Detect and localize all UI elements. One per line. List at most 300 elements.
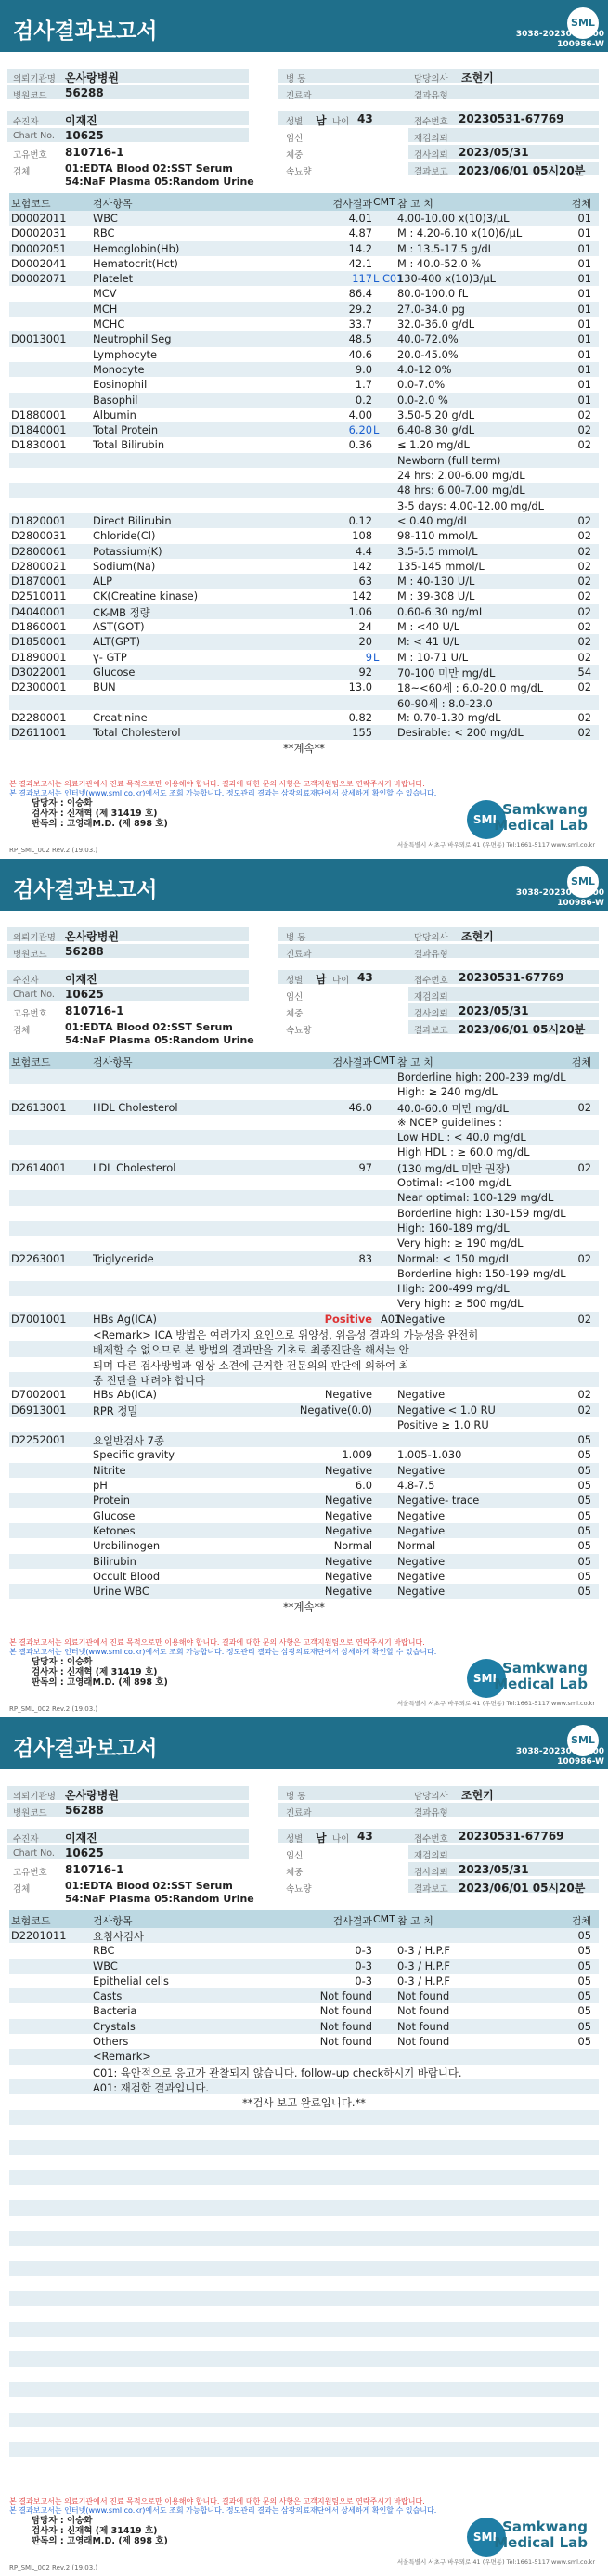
table-row: [9, 665, 599, 680]
header-code-line: 3038-20230001-00: [515, 1747, 604, 1756]
row-reference: 0-3 / H.P.F: [397, 1974, 450, 1987]
row-code: D1840001: [11, 423, 67, 437]
row-code: D1860001: [11, 620, 67, 634]
row-item: Protein: [93, 1494, 130, 1508]
footer-note: 본 결과보고서는 의료기관에서 진료 목적으로만 이용해야 합니다. 결과에 대한 문의 사항은 고객지원팀으로 연락주시기 바랍니다.: [9, 2497, 425, 2505]
table-row: [9, 1508, 599, 1523]
row-code: D1890001: [11, 650, 67, 664]
row-item: CK(Creatine kinase): [93, 589, 199, 603]
row-item: Albumin: [93, 408, 136, 421]
table-row: [9, 695, 599, 710]
row-result: 92: [358, 665, 372, 679]
table-row: [9, 2291, 599, 2306]
row-reference: 60-90세 : 8.0-23.0: [397, 696, 493, 710]
row-result: 108: [352, 529, 372, 543]
row-item: <Remark>: [93, 2050, 151, 2064]
header-cmt: CMT: [373, 1913, 395, 1925]
table-row: [9, 1084, 599, 1099]
row-specimen: 05: [577, 1494, 591, 1508]
table-row: [9, 1296, 599, 1311]
row-result: 9.0: [355, 362, 372, 376]
row-specimen: 01: [577, 302, 591, 316]
specimen-label: 검체: [13, 167, 31, 177]
lab-logo-icon: SML: [467, 1659, 506, 1698]
report-title: 검사결과보고서: [13, 878, 158, 902]
row-reference: 18~<60세 : 6.0-20.0 mg/dL: [397, 681, 544, 695]
row-item: MCH: [93, 302, 118, 316]
row-reference: M : 4.20-6.10 x(10)6/μL: [397, 227, 523, 240]
signature-line: 검사자 : 신재혁 (제 31419 호): [32, 809, 158, 819]
report-header: [0, 0, 608, 52]
dept-label: 진료과: [286, 1808, 312, 1819]
specimen-value: 01:EDTA Blood 02:SST Serum: [65, 1880, 233, 1892]
row-item: Others: [93, 2035, 129, 2049]
row-specimen: 01: [577, 287, 591, 301]
report-header: [0, 859, 608, 911]
header-item: 검사항목: [93, 1915, 133, 1927]
table-row: [9, 2306, 599, 2321]
table-row: [9, 1221, 599, 1236]
row-reference: 3.5-5.5 mmol/L: [397, 544, 478, 558]
row-item: Neutrophil Seg: [93, 332, 172, 346]
row-cmt: A01: [381, 1312, 402, 1326]
urine-label: 속뇨량: [286, 1884, 312, 1895]
row-item: γ- GTP: [93, 650, 127, 664]
row-reference: 27.0-34.0 pg: [397, 302, 465, 316]
lab-address: 서울특별시 서초구 바우뫼로 41 (우면동) Tel:1661-5117 www.sml.co.kr: [396, 841, 595, 848]
table-header: [9, 1910, 599, 1928]
row-reference: 6.40-8.30 g/dL: [397, 423, 475, 437]
sex-value: 남: [316, 973, 327, 986]
pregnancy-label: 임신: [286, 134, 304, 144]
row-note: **계속**: [283, 742, 325, 756]
table-row: [9, 1160, 599, 1175]
table-row: [9, 2034, 599, 2049]
row-specimen: 02: [577, 1251, 591, 1265]
id-value: 810716-1: [65, 1004, 124, 1017]
row-reference: 3-5 days: 4.00-12.00 mg/dL: [397, 498, 545, 512]
table-row: [9, 544, 599, 559]
row-specimen: 02: [577, 1403, 591, 1417]
row-result: Negative: [324, 1554, 372, 1568]
chart-label: Chart No.: [13, 1848, 55, 1858]
table-row: [9, 1190, 599, 1205]
row-result: Negative: [324, 1463, 372, 1477]
table-row: [9, 1523, 599, 1538]
row-result: 24: [358, 620, 372, 634]
table-row: [9, 1447, 599, 1462]
row-specimen: 01: [577, 347, 591, 361]
info-row-bg: [7, 970, 249, 984]
table-row: [9, 574, 599, 589]
specimen-label: 검체: [13, 1884, 31, 1895]
row-reference: Positive ≥ 1.0 RU: [397, 1417, 489, 1431]
row-reference: High: 160-189 mg/dL: [397, 1221, 510, 1235]
row-specimen: 02: [577, 438, 591, 452]
pregnancy-label: 임신: [286, 992, 304, 1003]
row-item: <Remark> ICA 방법은 여러가지 요인으로 위양성, 위음성 결과의 가능성을 완전히: [93, 1328, 479, 1342]
row-specimen: 01: [577, 212, 591, 225]
receipt-value: 20230531-67769: [459, 112, 564, 125]
chart-label: Chart No.: [13, 131, 55, 141]
row-specimen: 05: [577, 1944, 591, 1958]
ward-label: 병 동: [286, 933, 306, 943]
row-item: C01: 육안적으로 응고가 관찰되지 않습니다. follow-up check하시기 바랍니다.: [93, 2065, 462, 2079]
row-item: HBs Ag(ICA): [93, 1312, 157, 1326]
report-header: [0, 1717, 608, 1769]
header-reference: 참 고 치: [397, 1056, 433, 1068]
table-row: [9, 2200, 599, 2215]
row-specimen: 05: [577, 1974, 591, 1987]
row-reference: Newborn (full term): [397, 453, 501, 467]
row-result: 6.20: [348, 423, 372, 437]
row-reference: Optimal: <100 mg/dL: [397, 1176, 512, 1190]
header-cmt: CMT: [373, 1055, 395, 1067]
table-row: [9, 437, 599, 452]
row-specimen: 02: [577, 589, 591, 603]
row-code: D2263001: [11, 1251, 67, 1265]
row-reference: Negative: [397, 1554, 446, 1568]
row-reference: Negative: [397, 1388, 446, 1402]
results-table: [9, 193, 599, 756]
row-result: 42.1: [348, 256, 372, 270]
patient-label: 수진자: [13, 1834, 39, 1845]
row-specimen: 01: [577, 362, 591, 376]
table-row: [9, 483, 599, 498]
chart-label: Chart No.: [13, 990, 55, 1000]
row-note: **검사 보고 완료입니다.**: [242, 2096, 366, 2110]
lab-name: Samkwang: [502, 801, 588, 818]
sex-label: 성별: [286, 1834, 304, 1845]
row-code: D2201011: [11, 1929, 67, 1942]
rereq-label: 재검의뢰: [414, 992, 448, 1003]
row-result: 48.5: [348, 332, 372, 346]
table-row: [9, 1236, 599, 1250]
patient-info: [0, 1769, 608, 1909]
header-result: 검사결과: [332, 1056, 372, 1068]
row-reference: High: 200-499 mg/dL: [397, 1282, 510, 1296]
row-code: D2252001: [11, 1433, 67, 1447]
row-result: 46.0: [348, 1100, 372, 1114]
age-label: 나이: [332, 976, 350, 986]
table-row: [9, 1478, 599, 1493]
hosp-code-value: 56288: [65, 1804, 104, 1817]
patient-value: 이재진: [65, 114, 97, 127]
table-row: [9, 2125, 599, 2140]
header-result: 검사결과: [332, 198, 372, 210]
table-row: [9, 2397, 599, 2412]
row-reference: 4.0-12.0%: [397, 362, 452, 376]
row-result: 4.87: [348, 227, 372, 240]
id-value: 810716-1: [65, 146, 124, 159]
row-specimen: 02: [577, 710, 591, 724]
row-specimen: 05: [577, 1539, 591, 1553]
row-reference: Borderline high: 200-239 mg/dL: [397, 1070, 566, 1083]
row-item: RPR 정밀: [93, 1404, 138, 1417]
header-item: 검사항목: [93, 198, 133, 210]
row-item: BUN: [93, 680, 116, 694]
row-reference: 0-3 / H.P.F: [397, 1944, 450, 1958]
age-value: 43: [357, 971, 373, 984]
row-item: HDL Cholesterol: [93, 1100, 178, 1114]
sml-logo-icon: SML: [567, 7, 599, 39]
header-code-line: 100986-W: [557, 899, 604, 908]
report-page: [0, 0, 608, 859]
row-reference: 20.0-45.0%: [397, 347, 459, 361]
row-item: 요침사검사: [93, 1930, 145, 1943]
lab-name: Medical Lab: [494, 817, 588, 834]
row-specimen: 02: [577, 635, 591, 649]
header-code-line: 3038-20230001-00: [515, 888, 604, 898]
client-value: 온사랑병원: [65, 1789, 119, 1802]
row-result: 4.00: [348, 408, 372, 421]
collect-label: 검사의뢰: [414, 1868, 448, 1878]
row-result: 1.009: [342, 1448, 372, 1462]
table-row: [9, 1988, 599, 2003]
doctor-label: 담당의사: [414, 74, 448, 84]
row-item: Hematocrit(Hct): [93, 256, 178, 270]
report-title: 검사결과보고서: [13, 1737, 158, 1761]
lab-name: Samkwang: [502, 2518, 588, 2535]
collect-value: 2023/05/31: [459, 1863, 529, 1876]
row-specimen: 01: [577, 227, 591, 240]
signature-line: 판독의 : 고영래M.D. (제 898 호): [32, 1677, 168, 1688]
table-row: [9, 2382, 599, 2397]
table-row: [9, 1554, 599, 1569]
row-code: D6913001: [11, 1403, 67, 1417]
collect-value: 2023/05/31: [459, 1004, 529, 1017]
row-code: D0002031: [11, 227, 67, 240]
result-type-label: 결과유형: [414, 91, 448, 101]
specimen-value: 01:EDTA Blood 02:SST Serum: [65, 1021, 233, 1033]
table-row: [9, 1928, 599, 1943]
row-code: D0002041: [11, 256, 67, 270]
row-specimen: 02: [577, 529, 591, 543]
row-reference: ≤ 1.20 mg/dL: [397, 438, 470, 452]
row-specimen: 01: [577, 317, 591, 331]
row-item: HBs Ab(ICA): [93, 1388, 157, 1402]
row-reference: ※ NCEP guidelines :: [397, 1115, 503, 1129]
header-code: [516, 888, 604, 909]
table-row: [9, 710, 599, 725]
row-reference: Negative: [397, 1463, 446, 1477]
header-code: [516, 1747, 604, 1767]
table-row: [9, 1281, 599, 1296]
table-row: [9, 2427, 599, 2442]
row-code: D0002011: [11, 212, 67, 225]
row-specimen: 02: [577, 1160, 591, 1174]
id-label: 고유번호: [13, 150, 47, 161]
form-number: RP_SML_002 Rev.2 (19.03.): [9, 1705, 98, 1713]
table-row: [9, 1432, 599, 1447]
row-reference: (130 mg/dL 미만 권장): [397, 1161, 511, 1175]
row-specimen: 02: [577, 1100, 591, 1114]
row-result: Positive: [324, 1312, 372, 1326]
row-item: Chloride(Cl): [93, 529, 156, 543]
hosp-code-value: 56288: [65, 86, 104, 99]
row-specimen: 01: [577, 393, 591, 407]
row-reference: Not found: [397, 1989, 450, 2003]
table-row: [9, 362, 599, 377]
row-specimen: 05: [577, 1508, 591, 1522]
rereq-label: 재검의뢰: [414, 134, 448, 144]
table-row: [9, 650, 599, 665]
table-row: [9, 1569, 599, 1584]
row-cmt: L C01: [373, 272, 404, 286]
row-result: 14.2: [348, 241, 372, 255]
pregnancy-label: 임신: [286, 1851, 304, 1861]
table-row: [9, 1974, 599, 1988]
row-item: 되며 다른 검사방법과 임상 소견에 근거한 전문의의 판단에 의하여 최: [93, 1358, 409, 1372]
patient-value: 이재진: [65, 973, 97, 986]
lab-address: 서울특별시 서초구 바우뫼로 41 (우면동) Tel:1661-5117 www.sml.co.kr: [396, 2558, 595, 2566]
header-code-line: 100986-W: [557, 1757, 604, 1767]
row-result: 9: [365, 650, 372, 664]
row-item: pH: [93, 1479, 108, 1493]
table-row: [9, 2019, 599, 2034]
row-reference: Desirable: < 200 mg/dL: [397, 726, 524, 740]
row-code: D4040001: [11, 604, 67, 618]
report-label: 결과보고: [414, 1026, 448, 1036]
table-row: [9, 2155, 599, 2169]
row-result: Not found: [319, 2019, 372, 2033]
row-item: Triglyceride: [93, 1251, 154, 1265]
row-result: 40.6: [348, 347, 372, 361]
row-item: 배제할 수 없으므로 본 방법의 결과만을 기초로 최종진단을 해서는 안: [93, 1343, 409, 1357]
doctor-label: 담당의사: [414, 1792, 448, 1802]
table-row: [9, 740, 599, 755]
row-item: Bilirubin: [93, 1554, 136, 1568]
row-result: Negative: [324, 1569, 372, 1583]
row-note: **계속**: [283, 1600, 325, 1614]
row-reference: 40.0-60.0 미만 mg/dL: [397, 1101, 509, 1115]
table-body: [9, 1928, 599, 2473]
receipt-value: 20230531-67769: [459, 1830, 564, 1843]
row-code: D2800061: [11, 544, 67, 558]
row-reference: 4.8-7.5: [397, 1479, 435, 1493]
table-row: [9, 1206, 599, 1221]
table-row: [9, 211, 599, 226]
table-row: [9, 347, 599, 362]
row-reference: 48 hrs: 6.00-7.00 mg/dL: [397, 484, 525, 498]
lab-name: Medical Lab: [494, 2534, 588, 2551]
table-row: [9, 1100, 599, 1115]
row-item: Creatinine: [93, 710, 148, 724]
row-reference: Very high: ≥ 500 mg/dL: [397, 1297, 524, 1311]
ward-label: 병 동: [286, 74, 306, 84]
row-code: D2800021: [11, 559, 67, 573]
row-specimen: 02: [577, 680, 591, 694]
table-row: [9, 2003, 599, 2018]
urine-label: 속뇨량: [286, 167, 312, 177]
table-row: [9, 2185, 599, 2200]
row-item: 요일반검사 7종: [93, 1434, 164, 1448]
row-item: Epithelial cells: [93, 1974, 169, 1987]
row-specimen: 01: [577, 332, 591, 346]
row-reference: 98-110 mmol/L: [397, 529, 478, 543]
row-reference: 4.00-10.00 x(10)3/μL: [397, 212, 510, 225]
chart-value: 10625: [65, 129, 104, 142]
signature-line: 검사자 : 신재혁 (제 31419 호): [32, 1667, 158, 1677]
signature-line: 담당자 : 이승화: [32, 798, 93, 809]
rereq-label: 재검의뢰: [414, 1851, 448, 1861]
header-code: 보험코드: [11, 1915, 51, 1927]
row-code: D2611001: [11, 726, 67, 740]
table-row: [9, 408, 599, 422]
table-row: [9, 2216, 599, 2231]
row-reference: Not found: [397, 2004, 450, 2018]
row-item: LDL Cholesterol: [93, 1160, 176, 1174]
row-specimen: 02: [577, 726, 591, 740]
row-result: 63: [358, 575, 372, 589]
table-row: [9, 2246, 599, 2260]
row-item: Hemoglobin(Hb): [93, 241, 180, 255]
lab-logo-icon: SML: [467, 800, 506, 839]
signature-line: 판독의 : 고영래M.D. (제 898 호): [32, 819, 168, 829]
doctor-value: 조현기: [461, 71, 494, 84]
sml-logo-icon: SML: [567, 866, 599, 898]
row-code: D1820001: [11, 513, 67, 527]
row-result: Negative: [324, 1585, 372, 1599]
row-specimen: 01: [577, 378, 591, 392]
age-value: 43: [357, 112, 373, 125]
weight-label: 체중: [286, 1868, 304, 1878]
row-reference: Not found: [397, 2035, 450, 2049]
age-label: 나이: [332, 117, 350, 127]
table-body: [9, 1069, 599, 1614]
row-item: Platelet: [93, 272, 134, 286]
doctor-label: 담당의사: [414, 933, 448, 943]
header-reference: 참 고 치: [397, 198, 433, 210]
dept-label: 진료과: [286, 950, 312, 960]
row-reference: M: 0.70-1.30 mg/dL: [397, 710, 501, 724]
specimen-value: 54:NaF Plasma 05:Random Urine: [65, 1034, 254, 1046]
row-item: Urobilinogen: [93, 1539, 161, 1553]
header-item: 검사항목: [93, 1056, 133, 1068]
table-row: [9, 2140, 599, 2155]
row-code: D1870001: [11, 575, 67, 589]
table-row: [9, 1959, 599, 1974]
row-specimen: 02: [577, 650, 591, 664]
ward-label: 병 동: [286, 1792, 306, 1802]
row-reference: Borderline high: 150-199 mg/dL: [397, 1266, 566, 1280]
weight-label: 체중: [286, 150, 304, 161]
header-specimen: 검체: [571, 1056, 591, 1068]
table-row: [9, 422, 599, 437]
report-title: 검사결과보고서: [13, 19, 158, 44]
info-row-bg: [7, 1829, 249, 1843]
receipt-label: 접수번호: [414, 976, 448, 986]
receipt-label: 접수번호: [414, 117, 448, 127]
client-value: 온사랑병원: [65, 71, 119, 84]
row-reference: < 0.40 mg/dL: [397, 513, 470, 527]
signature-line: 판독의 : 고영래M.D. (제 898 호): [32, 2536, 168, 2546]
table-row: [9, 2457, 599, 2472]
collect-value: 2023/05/31: [459, 146, 529, 159]
row-reference: Negative: [397, 1523, 446, 1537]
id-label: 고유번호: [13, 1009, 47, 1019]
row-specimen: 02: [577, 513, 591, 527]
row-reference: M : 40-130 U/L: [397, 575, 475, 589]
signature-line: 검사자 : 신재혁 (제 31419 호): [32, 2526, 158, 2536]
results-table: [9, 1052, 599, 1614]
table-row: [9, 2276, 599, 2291]
table-row: [9, 634, 599, 649]
row-reference: 70-100 미만 mg/dL: [397, 666, 496, 680]
row-reference: Very high: ≥ 190 mg/dL: [397, 1236, 524, 1250]
row-cmt: L: [373, 650, 380, 664]
form-number: RP_SML_002 Rev.2 (19.03.): [9, 2564, 98, 2571]
